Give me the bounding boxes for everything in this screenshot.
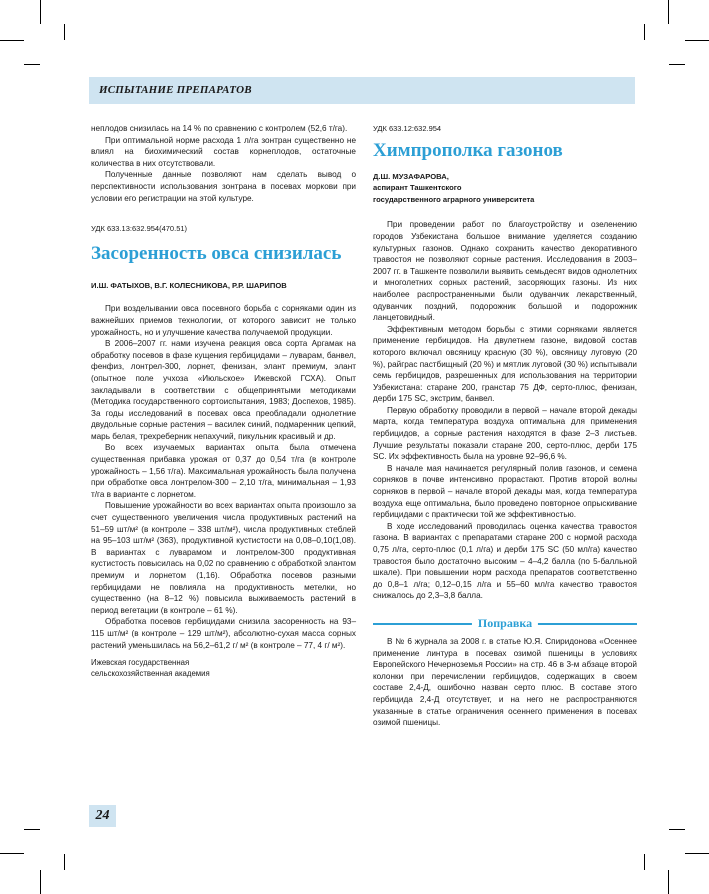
affiliation-line: сельскохозяйственная академия — [91, 668, 210, 678]
udk-code: УДК 633.12:632.954 — [373, 124, 442, 133]
crop-mark — [685, 853, 709, 854]
crop-mark — [40, 0, 41, 24]
section-label: ИСПЫТАНИЕ ПРЕПАРАТОВ — [99, 84, 252, 96]
left-column — [91, 123, 356, 679]
body-paragraph: Эффективным методом борьбы с этими сорняками является применение гербицидов. На двулетнем газоне, видовой состав которого включал овсяницу красную (30 %), овсяницу луговую (20 %), райграс пастбищный (20 %) и мятлик луговой (30 %) испытывали семь гербицидов, разрешенных для использования на территории Узбекистана: старане 200, гранстар 75 ДФ, серто-плюс, фенизан, дерби 175 SC, экстрим, банвел. — [373, 324, 637, 404]
body-paragraph: Во всех изучаемых вариантах опыта была отмечена существенная прибавка урожая от 0,37 до 0,54 т/га (в контроле урожайность – 1,56 т/га). Максимальная урожайность была получена при обработке овса лонтрелом-300 – 2,10 т/га, минимальная – 1,93 т/га в варианте с лорнетом. — [91, 443, 356, 499]
crop-mark — [0, 853, 24, 854]
crop-mark — [644, 24, 645, 40]
body-paragraph: Обработка посевов гербицидами снизила засоренность на 93–115 шт/м² (в контроле – 129 шт/м²), абсолютно-сухая масса сорных растений уменьшилась на 56,2–61,2 г/ м² (в контроле – 77, 4 г/ м²). — [91, 617, 356, 650]
continued-paragraph: При оптимальной норме расхода 1 л/га зонтран существенно не влиял на биохимический состав корнеплодов, остаточные количества в них отсутствовали. — [91, 135, 356, 168]
correction-title: Поправка — [472, 616, 538, 630]
article-author: Д.Ш. МУЗАФАРОВА, — [373, 171, 449, 181]
article-authors: И.Ш. ФАТЫХОВ, В.Г. КОЛЕСНИКОВА, Р.Р. ШАРИПОВ — [91, 280, 287, 290]
crop-mark — [24, 829, 40, 830]
body-paragraph: Повышение урожайности во всех вариантах опыта произошло за счет существенного увеличения числа продуктивных растений на 51–59 шт/м² (в контроле – 338 шт/м²), числа продуктивных стеблей на 95–103 шт/м² (363), продуктивной кустистости на 0,08–0,10(1,08). В вариантах с луварамом и лонтрелом-300 продуктивная кустистость повысилась на 0,02 по сравнению с обработкой элантом премиум и лорнетом (1,16). Обработка посевов разными гербицидами не повлияла на продуктивность метелки, но существенно (на 8–12 %) повысила выживаемость растений в период вегетации (в контроле – 61 %). — [91, 501, 356, 615]
crop-mark — [668, 0, 669, 24]
body-paragraph: При возделывании овса посевного борьба с сорняками один из важнейших приемов технологии, от которого зависит не только урожайность, но и улучшение качества получаемой продукции. — [91, 304, 356, 337]
crop-mark — [0, 40, 24, 41]
correction-header — [373, 616, 637, 630]
crop-mark — [644, 854, 645, 870]
article-title: Химпрополка газонов — [373, 139, 563, 161]
page-number-box — [89, 805, 116, 827]
right-column — [373, 123, 637, 729]
crop-mark — [685, 40, 709, 41]
page-number: 24 — [95, 808, 110, 823]
correction-text: В № 6 журнала за 2008 г. в статье Ю.Я. Спиридонова «Осеннее применение линтура в посевах озимой пшеницы в условиях Европейского Нечерноземья России» на стр. 46 в 3-м абзаце второй колонки при перечислении гербицидов, содержащих в своем составе 2,4-Д, ошибочно назван серто плюс. В составе этого гербицида 2,4-Д отсутствует, и на него не распространяются указанные в статье ограничения осеннего применения в посевах озимой пшеницы. — [373, 636, 637, 728]
body-paragraph: Первую обработку проводили в первой – начале второй декады марта, когда температура воздуха оптимальна для применения гербицидов, а сорные растения находятся в фазе 2–3 листьев. Лучшие результаты показали старане 200, серто-плюс, дерби 175 SC. Их эффективность была на уровне 92–96,6 %. — [373, 405, 637, 462]
body-paragraph: В ходе исследований проводилась оценка качества травостоя газона. В вариантах с препаратами старане 200 с нормой расхода 0,75 л/га, серто-плюс (0,1 л/га) и дерби 175 SC (50 мл/га) качество травостоя было достаточно высоким – 4–4,2 балла (по 5-балльной шкале). При повышении норм расхода препаратов соответственно до 0,8–1 л/га; 0,12–0,15 л/га и 55–60 мл/га качество травостоя снижалось до 2,3–3,8 балла. — [373, 521, 637, 601]
continued-paragraph: неплодов снизилась на 14 % по сравнению с контролем (52,6 т/га). — [91, 124, 348, 133]
body-paragraph: В начале мая начинается регулярный полив газонов, и семена сорняков в почве интенсивно прорастают. Против второй волны сорняков в первой – начале второй декады мая, когда температура воздуха еще оптимальна, было проведено повторное опрыскивание гербицидами с практически той же эффективностью. — [373, 463, 637, 520]
author-position: аспирант Ташкентского — [373, 183, 462, 193]
crop-mark — [64, 24, 65, 40]
body-paragraph: При проведении работ по благоустройству и озеленению городов Узбекистана большое внимание уделяется созданию культурных газонов. Однако сохранить качество декоративного травостоя не позволяют сорные растения. Исследования в 2003–2007 гг. в Ташкенте позволили выявить семьдесят видов однолетних и многолетних сорных растений, засоряющих газоны. Из них наиболее распространенными были одуванчик лекарственный, одуванчик поздний, подорожник большой и подорожник ланцетовидный. — [373, 220, 637, 323]
body-paragraph: В 2006–2007 гг. нами изучена реакция овса сорта Аргамак на обработку посевов в фазе кущения гербицидами – луварам, банвел, фенфиз, лонтрел-300, лорнет, фенизан, элант премиум, элант (опытное поле учхоза «Июльское» Ижевской ГСХА). Опыт закладывали в соответствии с общепринятыми методиками (Методика государственного сортоиспытания, 1983; Доспехов, 1985). За годы исследований в посевах овса преобладали однолетние двудольные сорные растения – василек синий, подмаренник цепкий, марь белая, трехреберник непахучий, пикульник красивый и др. — [91, 339, 356, 441]
crop-mark — [24, 64, 40, 65]
affiliation-line: Ижевская государственная — [91, 658, 190, 668]
crop-mark — [669, 829, 685, 830]
crop-mark — [668, 870, 669, 894]
crop-mark — [669, 64, 685, 65]
article-title: Засоренность овса снизилась — [91, 242, 342, 264]
crop-mark — [64, 854, 65, 870]
author-organization: государственного аграрного университета — [373, 194, 535, 204]
continued-paragraph: Полученные данные позволяют нам сделать вывод о перспективности использования зонтрана в посевах моркови при условии его регистрации на этой культуре. — [91, 170, 356, 203]
crop-mark — [40, 870, 41, 894]
udk-code: УДК 633.13:632.954(470.51) — [91, 224, 188, 234]
